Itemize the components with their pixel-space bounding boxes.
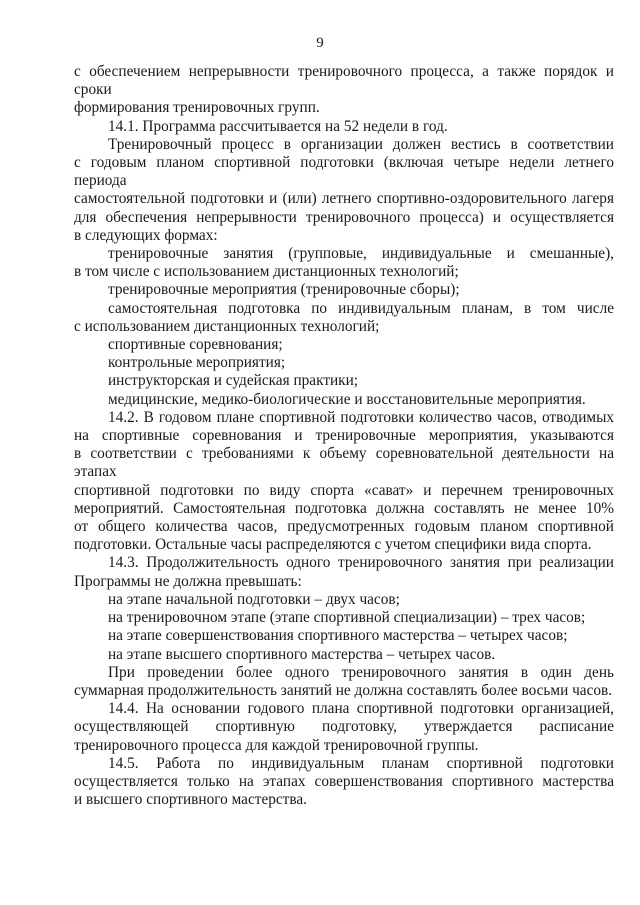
- text-line: с годовым планом спортивной подготовки (включая четыре недели летнего периода: [74, 154, 614, 190]
- text-line: тренировочного процесса для каждой тренировочной группы.: [74, 736, 479, 754]
- text-line: в том числе с использованием дистанционных технологий;: [74, 263, 459, 281]
- text-line: 14.4. На основании годового плана спортивной подготовки организацией,: [108, 700, 614, 718]
- text-line: на этапе начальной подготовки – двух часов;: [108, 590, 400, 608]
- text-line: спортивной подготовки по виду спорта «сават» и перечнем тренировочных: [74, 481, 614, 499]
- page-number: 9: [316, 35, 324, 51]
- text-line: спортивные соревнования;: [108, 336, 283, 354]
- text-line: подготовки. Остальные часы распределяются с учетом специфики вида спорта.: [74, 536, 592, 554]
- text-line: с обеспечением непрерывности тренировочного процесса, а также порядок и сроки: [74, 63, 614, 99]
- text-line: и высшего спортивного мастерства.: [74, 791, 307, 809]
- text-line: с использованием дистанционных технологий;: [74, 317, 380, 335]
- text-line: 14.2. В годовом плане спортивной подготовки количество часов, отводимых: [108, 408, 614, 426]
- text-line: Программы не должна превышать:: [74, 572, 302, 590]
- text-line: контрольные мероприятия;: [108, 354, 286, 372]
- text-line: Тренировочный процесс в организации должен вестись в соответствии: [108, 135, 614, 153]
- text-line: самостоятельной подготовки и (или) летнего спортивно-оздоровительного лагеря: [74, 190, 614, 208]
- text-line: от общего количества часов, предусмотренных годовым планом спортивной: [74, 518, 614, 536]
- text-line: на этапе совершенствования спортивного мастерства – четырех часов;: [108, 627, 568, 645]
- text-line: осуществляющей спортивную подготовку, утверждается расписание: [74, 718, 614, 736]
- text-line: осуществляется только на этапах совершенствования спортивного мастерства: [74, 772, 614, 790]
- document-body: [74, 63, 614, 809]
- text-line: При проведении более одного тренировочного занятия в один день: [108, 663, 614, 681]
- text-line: 14.3. Продолжительность одного тренировочного занятия при реализации: [108, 554, 614, 572]
- text-line: суммарная продолжительность занятий не должна составлять более восьми часов.: [74, 681, 613, 699]
- text-line: в следующих формах:: [74, 226, 218, 244]
- text-line: самостоятельная подготовка по индивидуальным планам, в том числе: [108, 299, 614, 317]
- text-line: для обеспечения непрерывности тренировочного процесса) и осуществляется: [74, 208, 614, 226]
- text-line: медицинские, медико-биологические и восстановительные мероприятия.: [108, 390, 586, 408]
- text-line: мероприятий. Самостоятельная подготовка должна составлять не менее 10%: [74, 499, 614, 517]
- text-line: инструкторская и судейская практики;: [108, 372, 359, 390]
- text-line: на спортивные соревнования и тренировочные мероприятия, указываются: [74, 427, 614, 445]
- text-line: тренировочные занятия (групповые, индивидуальные и смешанные),: [108, 245, 614, 263]
- text-line: в соответствии с требованиями к объему соревновательной деятельности на этапах: [74, 445, 614, 481]
- text-line: формирования тренировочных групп.: [74, 99, 320, 117]
- text-line: тренировочные мероприятия (тренировочные сборы);: [108, 281, 460, 299]
- text-line: 14.5. Работа по индивидуальным планам спортивной подготовки: [108, 754, 614, 772]
- text-line: на тренировочном этапе (этапе спортивной специализации) – трех часов;: [108, 609, 586, 627]
- text-line: 14.1. Программа рассчитывается на 52 недели в год.: [108, 117, 448, 135]
- text-line: на этапе высшего спортивного мастерства – четырех часов.: [108, 645, 496, 663]
